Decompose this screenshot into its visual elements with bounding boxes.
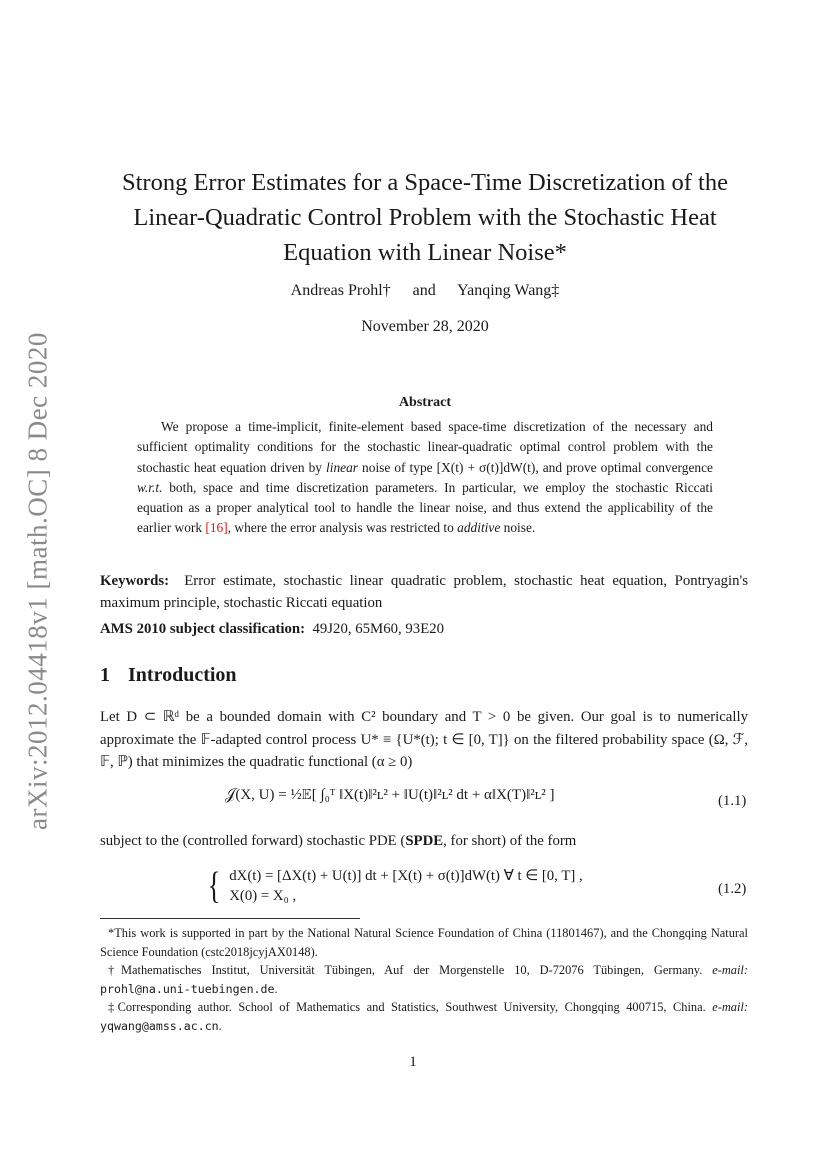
abstract-part: noise of type [X(t) + σ(t)]dW(t), and prove optimal convergence	[358, 459, 713, 475]
arxiv-stamp: arXiv:2012.04418v1 [math.OC] 8 Dec 2020	[22, 332, 53, 830]
page-number: 1	[409, 1054, 417, 1070]
email-link[interactable]: prohl@na.uni-tuebingen.de	[100, 981, 275, 996]
keywords-text: Error estimate, stochastic linear quadratic problem, stochastic heat equation, Pontryagin's maximum principle, stochastic Riccati equation	[100, 573, 748, 611]
abstract-part: both, space and time discretization parameters. In particular, we employ the stochastic Riccati equation as a proper analytical tool to handle the linear noise, and thus extend the applicability of the earlier work	[137, 479, 713, 536]
citation-link[interactable]: [16]	[205, 520, 228, 536]
footnote: ‡Corresponding author. School of Mathematics and Statistics, Southwest University, Chongqing 400715, China. e-mail: yqwang@amss.ac.cn.	[100, 1000, 748, 1033]
intro-paragraph: Let D ⊂ ℝᵈ be a bounded domain with C² boundary and T > 0 be given. Our goal is to numerically approximate the 𝔽-adapted control process U* ≡ {U*(t); t ∈ [0, T]} on the filtered probability space (Ω, ℱ, 𝔽, ℙ) that minimizes the quadratic functional (α ≥ 0)	[100, 709, 748, 770]
left-brace-icon: {	[207, 865, 221, 907]
section-heading	[100, 664, 237, 687]
spde-abbrev: SPDE	[405, 833, 444, 849]
footnote: †Mathematisches Institut, Universität Tübingen, Auf der Morgenstelle 10, D-72076 Tübingen, Germany. e-mail: prohl@na.uni-tuebingen.de.	[100, 963, 748, 996]
subject-part: , for short) of the form	[443, 833, 577, 849]
ams-label: AMS 2010 subject classification:	[100, 621, 306, 637]
email-label: e-mail:	[712, 1000, 748, 1014]
equation-1-2	[205, 866, 583, 906]
abstract-text	[137, 417, 713, 539]
subject-line	[100, 833, 576, 850]
author-conjunction: and	[412, 282, 436, 299]
footnote-rule	[100, 918, 360, 919]
keywords-label: Keywords:	[100, 573, 170, 589]
equation-number: (1.1)	[718, 793, 747, 809]
author-list	[100, 282, 750, 300]
paper-date: November 28, 2020	[361, 318, 489, 335]
abstract-emphasis: additive	[457, 520, 501, 536]
footnote-text: †Mathematisches Institut, Universität Tübingen, Auf der Morgenstelle 10, D-72076 Tübingen, Germany.	[108, 963, 713, 977]
paper-title	[100, 165, 750, 270]
email-label: e-mail:	[712, 963, 748, 977]
section-number: 1	[100, 664, 110, 686]
footnotes	[100, 924, 748, 1035]
equation-line: X(0) = X₀ ,	[229, 888, 297, 904]
footnote-text: ‡Corresponding author. School of Mathematics and Statistics, Southwest University, Chongqing 400715, China.	[108, 1000, 713, 1014]
title-line: Equation with Linear Noise*	[283, 239, 567, 266]
title-line: Strong Error Estimates for a Space-Time Discretization of the	[122, 169, 728, 196]
equation-1-1: 𝒥(X, U) = ½𝔼[ ∫₀ᵀ ‖X(t)‖²ʟ² + ‖U(t)‖²ʟ² dt + α‖X(T)‖²ʟ² ]	[225, 787, 555, 803]
section-title: Introduction	[128, 664, 237, 686]
ams-classification	[100, 621, 748, 638]
title-line: Linear-Quadratic Control Problem with the Stochastic Heat	[133, 204, 717, 231]
abstract-part: We propose a time-implicit, finite-element based space-time discretization of the necessary and sufficient optimality conditions for the stochastic linear-quadratic optimal control problem with the stochastic heat equation driven by	[137, 419, 713, 475]
subject-part: subject to the (controlled forward) stochastic PDE (	[100, 833, 406, 849]
footnote: *This work is supported in part by the National Natural Science Foundation of China (11801467), and the Chongqing Natural Science Foundation (cstc2018jcyjAX0148).	[100, 926, 748, 959]
email-link[interactable]: yqwang@amss.ac.cn	[100, 1018, 219, 1033]
equation-line: dX(t) = [ΔX(t) + U(t)] dt + [X(t) + σ(t)]dW(t) ∀ t ∈ [0, T] ,	[229, 868, 583, 884]
abstract-emphasis: linear	[326, 459, 359, 475]
author-name: Andreas Prohl†	[290, 282, 391, 299]
ams-codes: 49J20, 65M60, 93E20	[312, 621, 445, 637]
abstract-part: , where the error analysis was restricted to	[227, 520, 458, 536]
author-name: Yanqing Wang‡	[457, 282, 560, 299]
abstract-heading: Abstract	[398, 395, 452, 410]
abstract-part: noise.	[500, 520, 536, 536]
equation-number: (1.2)	[718, 881, 747, 897]
keywords	[100, 570, 748, 614]
abstract-emphasis: w.r.t.	[137, 479, 163, 495]
equation-lines	[229, 866, 582, 906]
